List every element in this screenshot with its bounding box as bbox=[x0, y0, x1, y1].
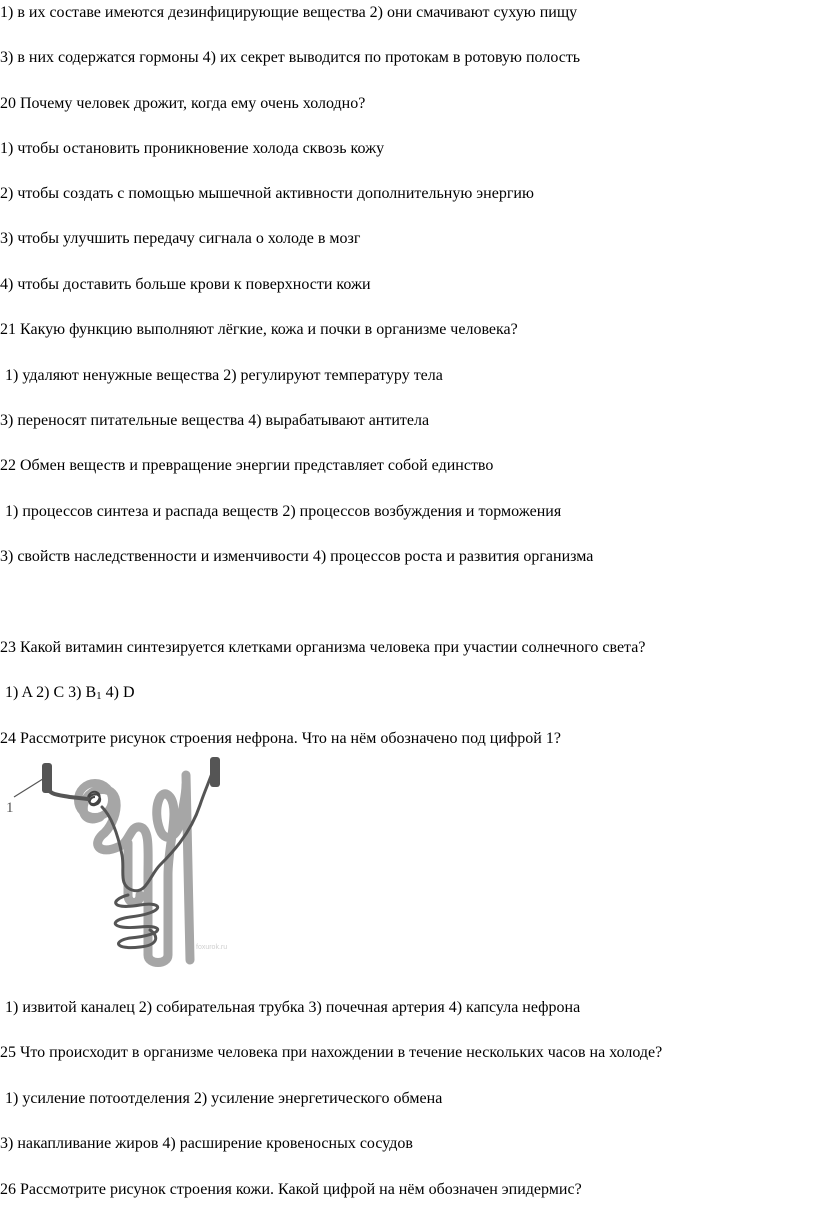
q23-answers-text: 1) A 2) C 3) B bbox=[5, 684, 97, 701]
figure-label-1: 1 bbox=[6, 800, 14, 816]
q23-subscript: 1 bbox=[96, 690, 102, 702]
q22-answer-line-2: 3) свойств наследственности и изменчивости 4) процессов роста и развития организма bbox=[0, 548, 594, 565]
label-pointer bbox=[14, 777, 46, 797]
q20-option-3: 3) чтобы улучшить передачу сигнала о холоде в мозг bbox=[0, 230, 361, 247]
q20-option-2: 2) чтобы создать с помощью мышечной активности дополнительную энергию bbox=[0, 185, 534, 202]
figure-watermark: foxurok.ru bbox=[196, 944, 228, 951]
nephron-figure bbox=[0, 755, 250, 970]
q20-option-1: 1) чтобы остановить проникновение холода сквозь кожу bbox=[0, 140, 385, 157]
q19-answer-line-2: 3) в них содержатся гормоны 4) их секрет выводится по протокам в ротовую полость bbox=[0, 49, 581, 66]
q21-answer-line-2: 3) переносят питательные вещества 4) вырабатывают антитела bbox=[0, 412, 430, 429]
nephron-loop bbox=[128, 843, 140, 903]
q23-question: 23 Какой витамин синтезируется клетками организма человека при участии солнечного света? bbox=[0, 639, 646, 656]
q21-question: 21 Какую функцию выполняют лёгкие, кожа и почки в организме человека? bbox=[0, 321, 518, 338]
q20-option-4: 4) чтобы доставить больше крови к поверхности кожи bbox=[0, 276, 371, 293]
q24-question: 24 Рассмотрите рисунок строения нефрона. Что на нём обозначено под цифрой 1? bbox=[0, 730, 561, 747]
q22-question: 22 Обмен веществ и превращение энергии представляет собой единство bbox=[0, 457, 494, 474]
q19-answer-line-1: 1) в их составе имеются дезинфицирующие вещества 2) они смачивают сухую пищу bbox=[0, 4, 578, 21]
vessel-end-cap-right bbox=[210, 757, 220, 787]
q23-answers bbox=[5, 683, 135, 706]
q25-question: 25 Что происходит в организме человека при нахождении в течение нескольких часов на холоде? bbox=[0, 1044, 663, 1061]
q25-answer-line-1: 1) усиление потоотделения 2) усиление энергетического обмена bbox=[5, 1090, 443, 1107]
q21-answer-line-1: 1) удаляют ненужные вещества 2) регулируют температуру тела bbox=[5, 367, 443, 384]
convoluted-tubule bbox=[83, 785, 186, 963]
q22-answer-line-1: 1) процессов синтеза и распада веществ 2) процессов возбуждения и торможения bbox=[5, 503, 562, 520]
q20-question: 20 Почему человек дрожит, когда ему очень холодно? bbox=[0, 95, 366, 112]
q25-answer-line-2: 3) накапливание жиров 4) расширение кровеносных сосудов bbox=[0, 1135, 413, 1152]
q24-answers: 1) извитой каналец 2) собирательная трубка 3) почечная артерия 4) капсула нефрона bbox=[5, 999, 581, 1016]
q23-answers-tail: 4) D bbox=[101, 684, 135, 701]
q26-question: 26 Рассмотрите рисунок строения кожи. Какой цифрой на нём обозначен эпидермис? bbox=[0, 1181, 582, 1198]
